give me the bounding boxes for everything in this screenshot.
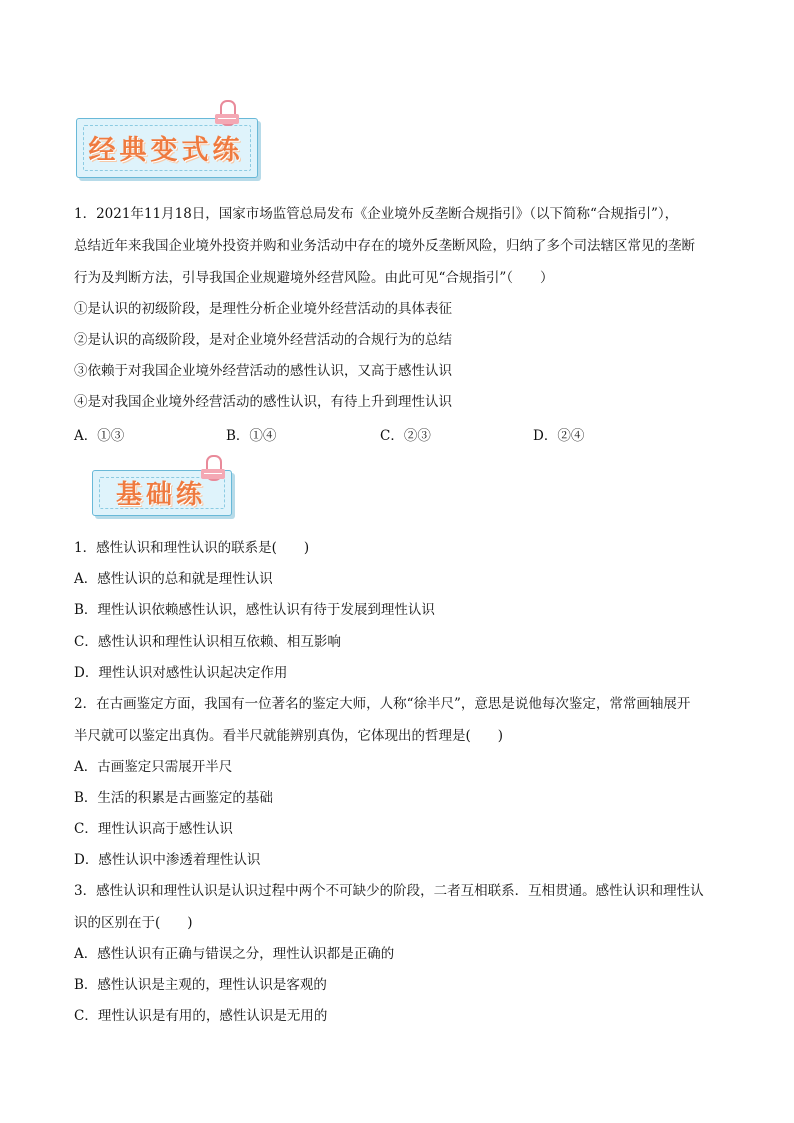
section-title-basic: 基础练 bbox=[115, 479, 206, 510]
variant-q1-statement-3: ③依赖于对我国企业境外经营活动的感性认识，又高于感性认识 bbox=[74, 363, 452, 379]
basic-q2-stem-line-2: 半尺就可以鉴定出真伪。看半尺就能辨别真伪，它体现出的哲理是( ) bbox=[74, 728, 504, 744]
section-title-variant: 经典变式练 bbox=[88, 134, 244, 166]
variant-q1-line-3: 行为及判断方法，引导我国企业规避境外经营风险。由此可见“合规指引”（ ） bbox=[74, 270, 554, 286]
basic-q1-option-b: B．理性认识依赖感性认识，感性认识有待于发展到理性认识 bbox=[74, 602, 435, 618]
variant-q1-statement-4: ④是对我国企业境外经营活动的感性认识，有待上升到理性认识 bbox=[74, 394, 452, 410]
basic-q2-option-b: B．生活的积累是古画鉴定的基础 bbox=[74, 790, 273, 806]
basic-q2-option-c: C．理性认识高于感性认识 bbox=[74, 821, 233, 837]
basic-q3-option-a: A．感性认识有正确与错误之分，理性认识都是正确的 bbox=[74, 946, 395, 962]
basic-q1-option-d: D．理性认识对感性认识起决定作用 bbox=[74, 665, 288, 681]
basic-q3-option-c: C．理性认识是有用的，感性认识是无用的 bbox=[74, 1008, 328, 1024]
option-b: B．①④ bbox=[226, 428, 277, 444]
variant-q1-options bbox=[74, 424, 734, 444]
option-d: D．②④ bbox=[533, 428, 585, 444]
option-c: C．②③ bbox=[380, 428, 431, 444]
basic-q1-stem: 1．感性认识和理性认识的联系是( ) bbox=[74, 540, 310, 556]
variant-q1-line-2: 总结近年来我国企业境外投资并购和业务活动中存在的境外反垄断风险，归纳了多个司法辖区常见的垄断 bbox=[74, 238, 695, 254]
basic-q3-stem-line-1: 3．感性认识和理性认识是认识过程中两个不可缺少的阶段，二者互相联系．互相贯通。感性认识和理性认 bbox=[74, 883, 704, 899]
paper-clip-icon bbox=[204, 455, 222, 485]
option-a: A．①③ bbox=[74, 428, 125, 444]
variant-q1-line-1: 1．2021年11月18日，国家市场监管总局发布《企业境外反垄断合规指引》（以下简称“合规指引”）， bbox=[74, 206, 679, 222]
paper-clip-icon bbox=[218, 100, 236, 130]
basic-q2-option-d: D．感性认识中渗透着理性认识 bbox=[74, 852, 261, 868]
variant-q1-statement-1: ①是认识的初级阶段，是理性分析企业境外经营活动的具体表征 bbox=[74, 301, 452, 317]
basic-q2-option-a: A．古画鉴定只需展开半尺 bbox=[74, 759, 233, 775]
variant-q1-statement-2: ②是认识的高级阶段，是对企业境外经营活动的合规行为的总结 bbox=[74, 332, 452, 348]
basic-q1-option-a: A．感性认识的总和就是理性认识 bbox=[74, 571, 273, 587]
basic-q1-option-c: C．感性认识和理性认识相互依赖、相互影响 bbox=[74, 634, 341, 650]
basic-q3-option-b: B．感性认识是主观的，理性认识是客观的 bbox=[74, 977, 327, 993]
basic-q2-stem-line-1: 2．在古画鉴定方面，我国有一位著名的鉴定大师，人称“徐半尺”，意思是说他每次鉴定，常常画轴展开 bbox=[74, 696, 691, 712]
basic-q3-stem-line-2: 识的区别在于( ) bbox=[74, 915, 193, 931]
